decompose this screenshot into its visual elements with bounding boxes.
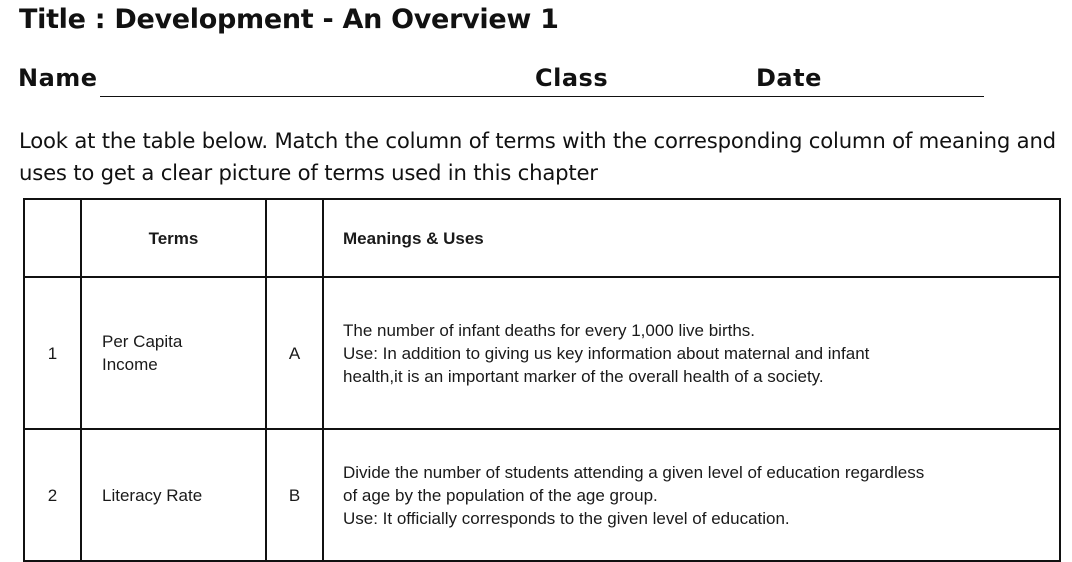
term-cell: [81, 429, 266, 561]
meanings-column-header: Meanings & Uses: [323, 199, 1060, 277]
meaning-text: of age by the population of the age group.: [343, 485, 658, 505]
instructions-text: Look at the table below. Match the column of terms with the corresponding column of meaning and uses to get a clear picture of terms used in this chapter: [19, 128, 1056, 185]
worksheet-title: Title : Development - An Overview 1: [19, 4, 559, 35]
table-row: [24, 429, 1060, 561]
meaning-text: Divide the number of students attending a given level of education regardless: [343, 462, 925, 482]
meaning-text: The number of infant deaths for every 1,000 live births.: [343, 320, 756, 340]
meaning-cell: [323, 429, 1060, 561]
table-row: [24, 277, 1060, 429]
number-column-header: [24, 199, 81, 277]
date-label: Date: [756, 64, 822, 92]
row-number: 1: [24, 277, 81, 429]
table-header-row: [24, 199, 1060, 277]
terms-matching-table: [23, 198, 1061, 562]
term-text: Per Capita: [102, 332, 183, 351]
term-cell: [81, 277, 266, 429]
meaning-text: Use: In addition to giving us key information about maternal and infant: [343, 343, 870, 363]
letter-column-header: [266, 199, 323, 277]
row-number: 2: [24, 429, 81, 561]
terms-column-header: Terms: [81, 199, 266, 277]
meaning-cell: [323, 277, 1060, 429]
term-text: Literacy Rate: [102, 485, 203, 505]
term-text: Income: [102, 355, 158, 374]
name-label: Name: [18, 64, 98, 92]
row-letter: B: [266, 429, 323, 561]
meaning-text: Use: It officially corresponds to the given level of education.: [343, 508, 790, 528]
student-info-row: [18, 64, 984, 100]
meaning-text: health,it is an important marker of the overall health of a society.: [343, 366, 824, 386]
class-label: Class: [535, 64, 609, 92]
row-letter: A: [266, 277, 323, 429]
fill-in-line[interactable]: [100, 96, 984, 97]
